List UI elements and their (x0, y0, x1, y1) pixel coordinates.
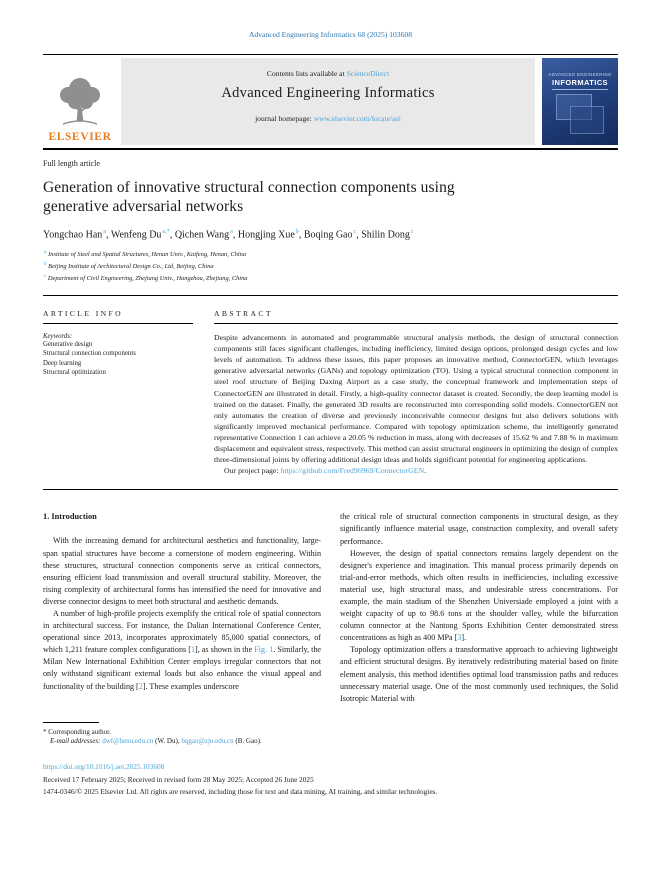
affiliation-b (43, 260, 618, 272)
body-columns (43, 511, 618, 705)
article-type-label: Full length article (43, 159, 100, 168)
citation-2-link[interactable]: 2 (138, 681, 143, 691)
body-column-left (43, 511, 321, 705)
text-segment: However, the design of spatial connectors remains largely dependent on the designer's experience and imagination. This manual process primarily depends on trial-and-error methods, which often results in inefficiencies, including excessive material use, high structural mass, and undesirable stress concentrations. For example, the main stadium of the Shenzhen Universiade employed a joint with a weight capacity of up to 98.6 tons at the shoulder valley, while the bifurcation column connector at the Nantong Sports Exhibition Center demonstrated stress concentrations as high as 400 MPa [ (340, 548, 618, 643)
keyword: Structural connection components (43, 350, 136, 358)
received-dates: Received 17 February 2025; Received in revised form 28 May 2025; Accepted 26 June 2025 (43, 775, 314, 784)
text-segment: Shilin Dong (361, 229, 410, 241)
text-segment: ]. These examples underscore (142, 681, 239, 691)
text-segment: ], as shown in the (195, 645, 255, 655)
intro-paragraph: Topology optimization offers a transformative approach to achieving lightweight and efficient structural designs. By iteratively redistributing material based on finite element analysis, this method identifies optimal load transmission paths and reduces unnecessary material usage. One of the most commonly used techniques, the Solid Isotropic Material with (340, 645, 618, 703)
cover-kicker-text: ADVANCED ENGINEERING (548, 72, 612, 77)
elsevier-logo[interactable] (43, 58, 117, 145)
info-abstract-section (43, 309, 618, 476)
text-segment: , (232, 229, 238, 241)
text-segment: , (298, 229, 304, 241)
text-segment: , (356, 229, 362, 241)
elsevier-wordmark: ELSEVIER (48, 131, 112, 143)
intro-paragraph (43, 608, 321, 693)
text-segment: , (106, 229, 111, 241)
affiliations (43, 248, 618, 284)
abstract-body: Despite advancements in automated and programmable structural analysis methods, the design of structural connection components still faces significant challenges, including inefficiency, limited design options, prolonged design cycles and low levels of automation. To address these issues, this paper proposes an innovative method, ConnectorGEN, which leverages generative adversarial networks (GANs) and topology optimization (TO). Using a typical structural connection component in steel roof structure of Beijing Daxing Airport as a case study, the conceptual framework and implementation steps of ConnectorGEN are illustrated in detail. Firstly, a high-quality connector dataset is created. Secondly, the deep learning model is trained on the dataset. Finally, the generated 3D results are reconstructed into corresponding solid models. ConnectorGEN not only automates the creation of diverse and previously inconceivable connector designs but also delivers solutions with significantly improved mechanical performance. Compared with topology optimization scheme, the intelligently generated representative Connection 1 can achieve a 20.05 % reduction in mass, along with decreases of 15.62 % and 7.88 % in maximum displacement and equivalent stress, respectively. This method can assist structural engineers in optimizing the design of complex three-dimensional joints by offering additional design ideas and holds significant potential for engineering applications. (214, 333, 618, 465)
doi-link[interactable]: https://doi.org/10.1016/j.aei.2025.103608 (43, 762, 165, 771)
journal-cover-image[interactable] (542, 58, 618, 145)
keyword: Structural optimization (43, 368, 106, 376)
author-superscript: c (410, 228, 414, 235)
footnote-block (43, 722, 321, 747)
article-title-line2: generative adversarial networks (43, 198, 244, 215)
text-segment: E-mail addresses: (50, 737, 103, 746)
author-superscript: a (44, 249, 47, 256)
copyright-line: 1474-0346/© 2025 Elsevier Ltd. All rights are reserved, including those for text and data mining, AI training, and similar technologies. (43, 787, 438, 796)
author-superscript: c (44, 273, 47, 280)
text-segment: Yongchao Han (43, 229, 103, 241)
homepage-prefix: journal homepage: (255, 114, 314, 123)
text-segment: Qichen Wang (174, 229, 230, 241)
header-divider (43, 54, 618, 55)
cover-rule (552, 89, 608, 90)
journal-banner (43, 58, 618, 145)
abstract-rule (214, 323, 618, 324)
abstract-project-line (214, 465, 618, 476)
abstract-column (214, 309, 618, 476)
intro-paragraph (340, 548, 618, 645)
contents-prefix: Contents lists available at (266, 69, 347, 78)
abstract-heading: ABSTRACT (214, 309, 273, 319)
article-info-heading: ARTICLE INFO (43, 309, 124, 319)
text-segment: (B. Gao). (233, 737, 262, 746)
text-segment: . Similarly, the Milan New International Exhibition Center employs irregular connectors that not only withstand significant external loads but also enhance the visual appeal and functionality of the building [ (43, 645, 321, 691)
keyword: Deep learning (43, 359, 82, 367)
elsevier-tree-icon (51, 74, 109, 130)
intro-paragraph: the critical role of structural connection components in structural design, as they significantly influence material usage, construction complexity, and overall safety performance. (340, 512, 618, 546)
keywords-label: Keywords: (43, 333, 73, 341)
cover-art-shape (570, 106, 604, 134)
email-addresses-line (43, 737, 321, 747)
text-segment: Institute of Steel and Spatial Structures, Henan Univ., Kaifeng, Henan, China (46, 251, 247, 259)
journal-homepage-link[interactable]: www.elsevier.com/locate/aei (313, 114, 401, 123)
text-segment: (W. Du), (153, 737, 182, 746)
citation-3-link[interactable]: 3 (457, 633, 462, 643)
section-divider (43, 295, 618, 296)
author-superscript: a (103, 228, 107, 235)
author-superscript: b (44, 261, 47, 268)
text-segment: Wenfeng Du (110, 229, 162, 241)
footnote-rule (43, 722, 99, 723)
banner-divider (43, 148, 618, 150)
email-du-link[interactable]: dwf@henu.edu.cn (102, 737, 154, 746)
author-list (43, 228, 618, 240)
email-gao-link[interactable]: bqgao@zju.edu.cn (181, 737, 234, 746)
author-superscript: b (295, 228, 299, 235)
project-page-link[interactable]: https://github.com/Fred96969/ConnectorGEN (280, 466, 425, 476)
article-title (43, 178, 618, 216)
text-segment: Boqing Gao (303, 229, 353, 241)
journal-masthead (121, 58, 535, 145)
text-segment: Our project page: (224, 466, 281, 476)
body-column-right (340, 511, 618, 705)
article-info-column (43, 309, 193, 476)
text-segment: , (169, 229, 175, 241)
affiliation-c (43, 272, 618, 284)
article-title-line1: Generation of innovative structural connection components using (43, 179, 455, 196)
text-segment: Beijing Institute of Architectural Design Co., Ltd, Beijing, China (46, 263, 214, 271)
contents-line (121, 69, 535, 78)
text-segment: Hongjing Xue (237, 229, 295, 241)
text-segment: ]. (461, 633, 467, 643)
text-segment: . (424, 466, 427, 476)
article-footer (43, 762, 618, 796)
sciencedirect-link[interactable]: ScienceDirect (346, 69, 390, 78)
citation-1-link[interactable]: 1 (190, 645, 196, 655)
abstract-divider (43, 489, 618, 490)
text-segment: A number of high-profile projects exemplify the critical role of spatial connectors in architectural success. For instance, the Dalian International Conference Center, operational since 2013, incorporates approximately 85,000 spatial connectors, of which 1,211 feature complex configurations [ (43, 608, 321, 655)
header-citation-link[interactable]: Advanced Engineering Informatics 68 (2025) 103608 (248, 30, 412, 39)
author-superscript: c (353, 228, 357, 235)
text-segment: Department of Civil Engineering, Zhejiang Univ., Hangzhou, Zhejiang, China (46, 275, 248, 283)
author-superscript: a,* (162, 228, 170, 235)
homepage-line (121, 114, 535, 123)
introduction-heading: 1. Introduction (43, 512, 97, 522)
fig-1-link[interactable]: Fig. 1 (254, 645, 274, 655)
author-superscript: a (230, 228, 233, 235)
corresponding-author-note: * Corresponding author. (43, 727, 111, 736)
affiliation-a (43, 248, 618, 260)
intro-paragraph: With the increasing demand for architectural aesthetics and functionality, large-span spatial structures have become a cornerstone of modern engineering. Within these structures, structural connection components serve as critical connectors, ensuring efficient load transmission and overall structural stability. Moreover, the rising complexity of architectural forms has intensified the need for innovative and diverse connector designs to meet both structural and aesthetic demands. (43, 536, 321, 606)
cover-title-text: INFORMATICS (552, 78, 608, 87)
journal-title: Advanced Engineering Informatics (221, 85, 435, 101)
keyword: Generative design (43, 341, 93, 349)
article-info-rule (43, 323, 193, 324)
